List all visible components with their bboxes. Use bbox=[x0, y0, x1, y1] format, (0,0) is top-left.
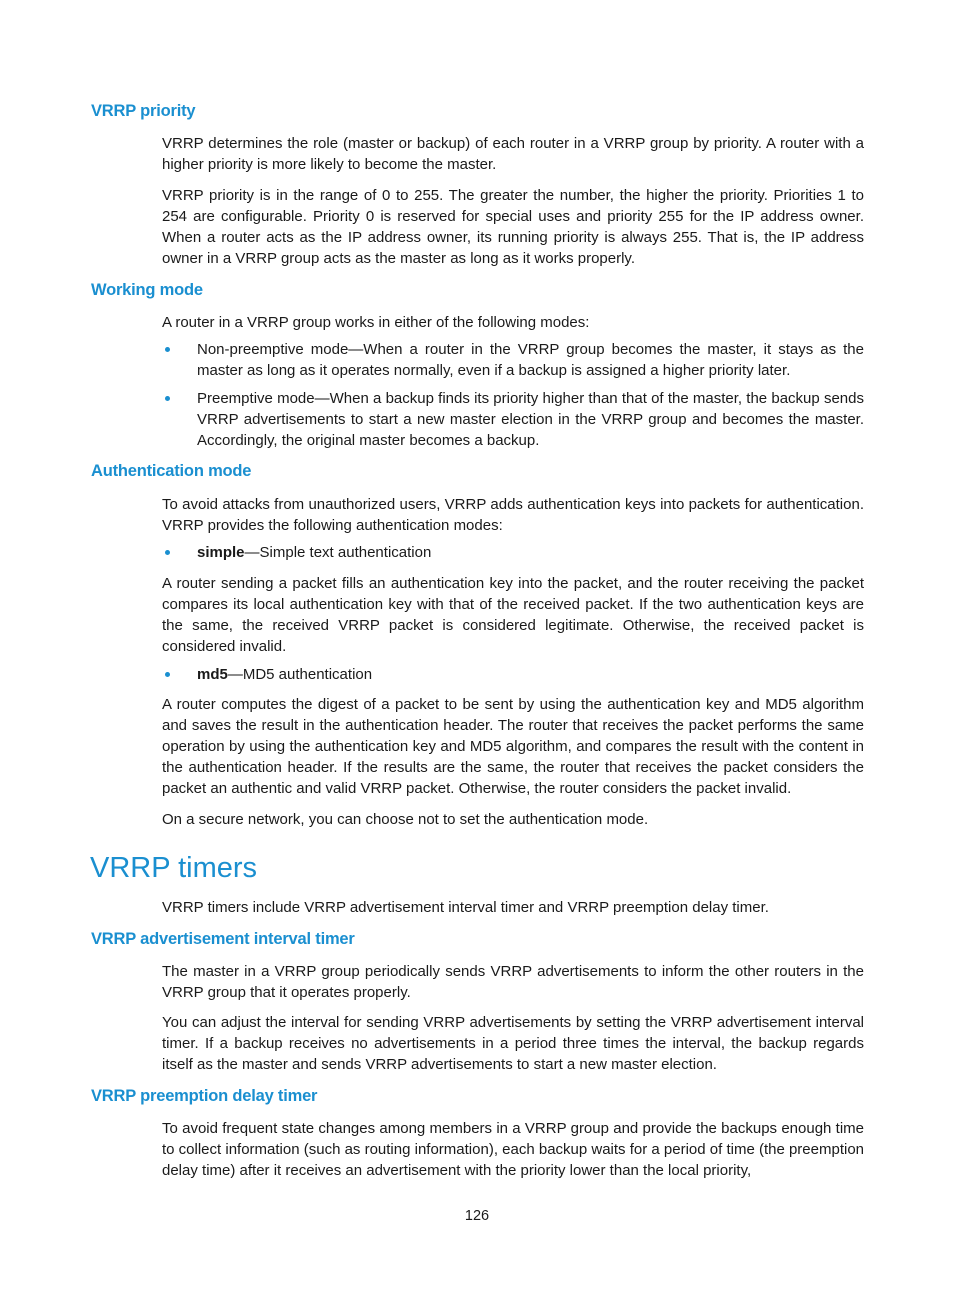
paragraph: You can adjust the interval for sending VRRP advertisements by setting the VRRP advertisement interval timer. If a backup receives no advertisements in a period three times the interval, the backup regards itself as the master and sends VRRP advertisements to start a new master election. bbox=[162, 1014, 864, 1073]
heading-vrrp-timers: VRRP timers bbox=[90, 852, 258, 884]
bullet-icon bbox=[165, 347, 170, 352]
bullet-icon bbox=[165, 396, 170, 401]
list-item-text: Preemptive mode—When a backup finds its priority higher than that of the master, the backup sends VRRP advertisements to start a new master election in the VRRP group and becomes the master. Accordingly, the original master becomes a backup. bbox=[197, 390, 864, 449]
paragraph: A router computes the digest of a packet to be sent by using the authentication key and MD5 algorithm and saves the result in the authentication header. The router that receives the packet performs the same operation by using the authentication key and MD5 algorithm, and compares the result with the content in the authentication header. If the results are the same, the router that receives the packet considers the packet an authentic and valid VRRP packet. Otherwise, the router considers the packet invalid. bbox=[162, 696, 864, 797]
paragraph: To avoid attacks from unauthorized users, VRRP adds authentication keys into packets for authentication. VRRP provides the following authentication modes: bbox=[162, 496, 864, 534]
heading-advertisement-interval-timer: VRRP advertisement interval timer bbox=[91, 930, 355, 948]
term-description: —Simple text authentication bbox=[244, 544, 432, 561]
heading-preemption-delay-timer: VRRP preemption delay timer bbox=[91, 1087, 318, 1105]
paragraph: A router sending a packet fills an authentication key into the packet, and the router receiving the packet compares its local authentication key with that of the received packet. If the two authentication keys are the same, the received VRRP packet is considered legitimate. Otherwise, the received packet is considered invalid. bbox=[162, 575, 864, 655]
heading-working-mode: Working mode bbox=[91, 281, 203, 299]
heading-authentication-mode: Authentication mode bbox=[91, 462, 252, 480]
list-item-text: Non-preemptive mode—When a router in the VRRP group becomes the master, it stays as the master as long as it operates normally, even if a backup is assigned a higher priority later. bbox=[197, 341, 864, 379]
paragraph: VRRP determines the role (master or backup) of each router in a VRRP group by priority. A router with a higher priority is more likely to become the master. bbox=[162, 135, 864, 173]
paragraph: A router in a VRRP group works in either of the following modes: bbox=[162, 314, 590, 331]
paragraph: The master in a VRRP group periodically sends VRRP advertisements to inform the other routers in the VRRP group that it operates properly. bbox=[162, 963, 864, 1001]
list-item-text bbox=[197, 664, 864, 685]
term-simple: simple bbox=[197, 544, 245, 561]
term-md5: md5 bbox=[197, 666, 228, 683]
list-item-text bbox=[197, 542, 864, 563]
paragraph: To avoid frequent state changes among members in a VRRP group and provide the backups enough time to collect information (such as routing information), each backup waits for a period of time (the preemption delay time) after it receives an advertisement with the priority lower than the local priority, bbox=[162, 1120, 865, 1179]
paragraph: On a secure network, you can choose not to set the authentication mode. bbox=[162, 811, 649, 828]
paragraph: VRRP priority is in the range of 0 to 255. The greater the number, the higher the priority. Priorities 1 to 254 are configurable. Priority 0 is reserved for special uses and priority 255 for the IP address owner. When a router acts as the IP address owner, its running priority is always 255. That is, the IP address owner in a VRRP group acts as the master as long as it works properly. bbox=[162, 187, 864, 267]
page-number: 126 bbox=[464, 1208, 490, 1224]
paragraph: VRRP timers include VRRP advertisement interval timer and VRRP preemption delay timer. bbox=[162, 899, 769, 916]
term-description: —MD5 authentication bbox=[227, 666, 373, 683]
heading-vrrp-priority: VRRP priority bbox=[91, 102, 196, 120]
bullet-icon bbox=[165, 672, 170, 677]
bullet-icon bbox=[165, 550, 170, 555]
